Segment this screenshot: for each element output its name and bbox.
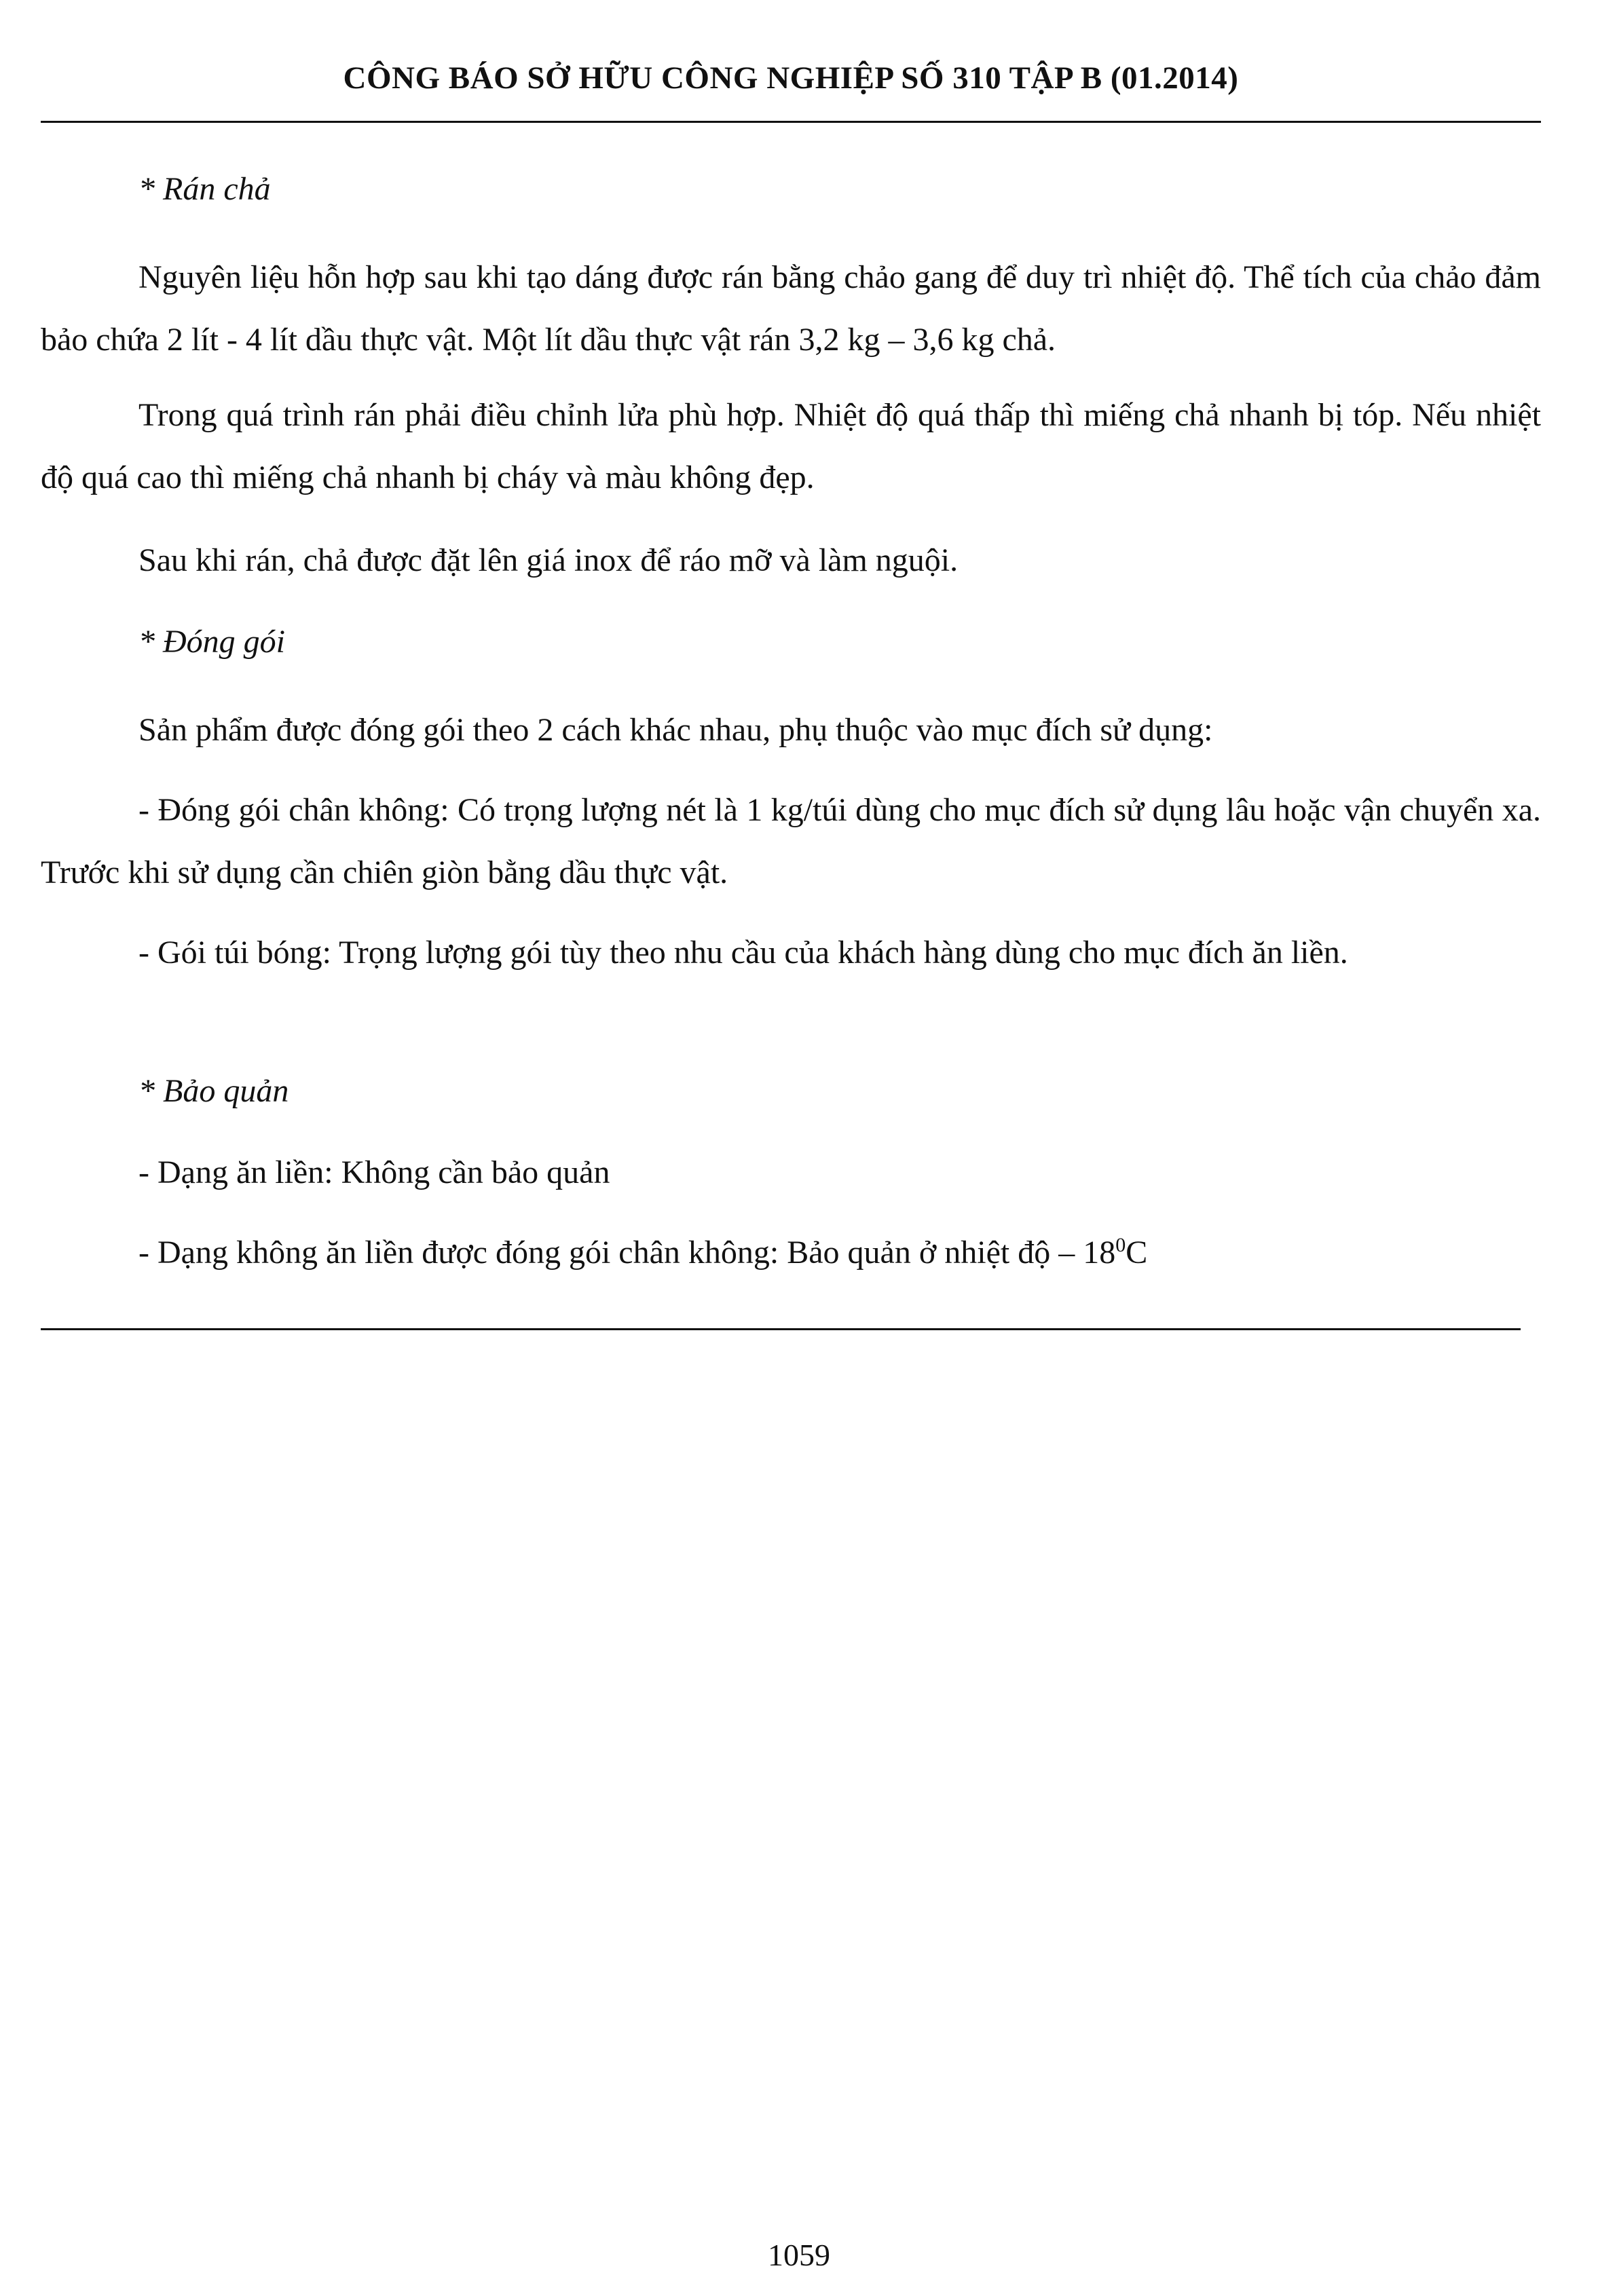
paragraph-ran-cha-3: Sau khi rán, chả được đặt lên giá inox để ráo mỡ và làm nguội. — [138, 542, 959, 578]
section-heading-bao-quan: * Bảo quản — [138, 1073, 289, 1109]
bullet-dang-an-lien: - Dạng ăn liền: Không cần bảo quản — [138, 1154, 610, 1190]
page-header-title: CÔNG BÁO SỞ HỮU CÔNG NGHIỆP SỐ 310 TẬP B (01.2014) — [343, 60, 1239, 96]
bullet-khong-an-lien-text: - Dạng không ăn liền được đóng gói chân không: Bảo quản ở nhiệt độ – 18 — [138, 1235, 1116, 1271]
header-divider — [41, 121, 1541, 123]
bullet-dong-goi-chan-khong: - Đóng gói chân không: Có trọng lượng nét là 1 kg/túi dùng cho mục đích sử dụng lâu hoặc vận chuyển xa. Trước khi sử dụng cần chiên giòn bằng dầu thực vật. — [41, 792, 1541, 890]
bullet-goi-tui-bong: - Gói túi bóng: Trọng lượng gói tùy theo nhu cầu của khách hàng dùng cho mục đích ăn liền. — [138, 935, 1348, 971]
content-end-divider — [41, 1328, 1521, 1330]
paragraph-ran-cha-2: Trong quá trình rán phải điều chỉnh lửa phù hợp. Nhiệt độ quá thấp thì miếng chả nhanh bị tóp. Nếu nhiệt độ quá cao thì miếng chả nhanh bị cháy và màu không đẹp. — [41, 397, 1541, 495]
paragraph-dong-goi-intro: Sản phẩm được đóng gói theo 2 cách khác nhau, phụ thuộc vào mục đích sử dụng: — [138, 712, 1213, 748]
celsius-unit: C — [1126, 1235, 1148, 1271]
section-heading-dong-goi: * Đóng gói — [138, 624, 285, 660]
page-number: 1059 — [768, 2238, 830, 2272]
section-heading-ran-cha: * Rán chả — [138, 171, 271, 207]
degree-superscript: 0 — [1115, 1234, 1126, 1256]
paragraph-ran-cha-1: Nguyên liệu hỗn hợp sau khi tạo dáng được rán bằng chảo gang để duy trì nhiệt độ. Thể tích của chảo đảm bảo chứa 2 lít - 4 lít dầu thực vật. Một lít dầu thực vật rán 3,2 kg – 3,6 kg chả. — [41, 259, 1541, 358]
bullet-dang-khong-an-lien — [41, 1222, 1541, 1284]
